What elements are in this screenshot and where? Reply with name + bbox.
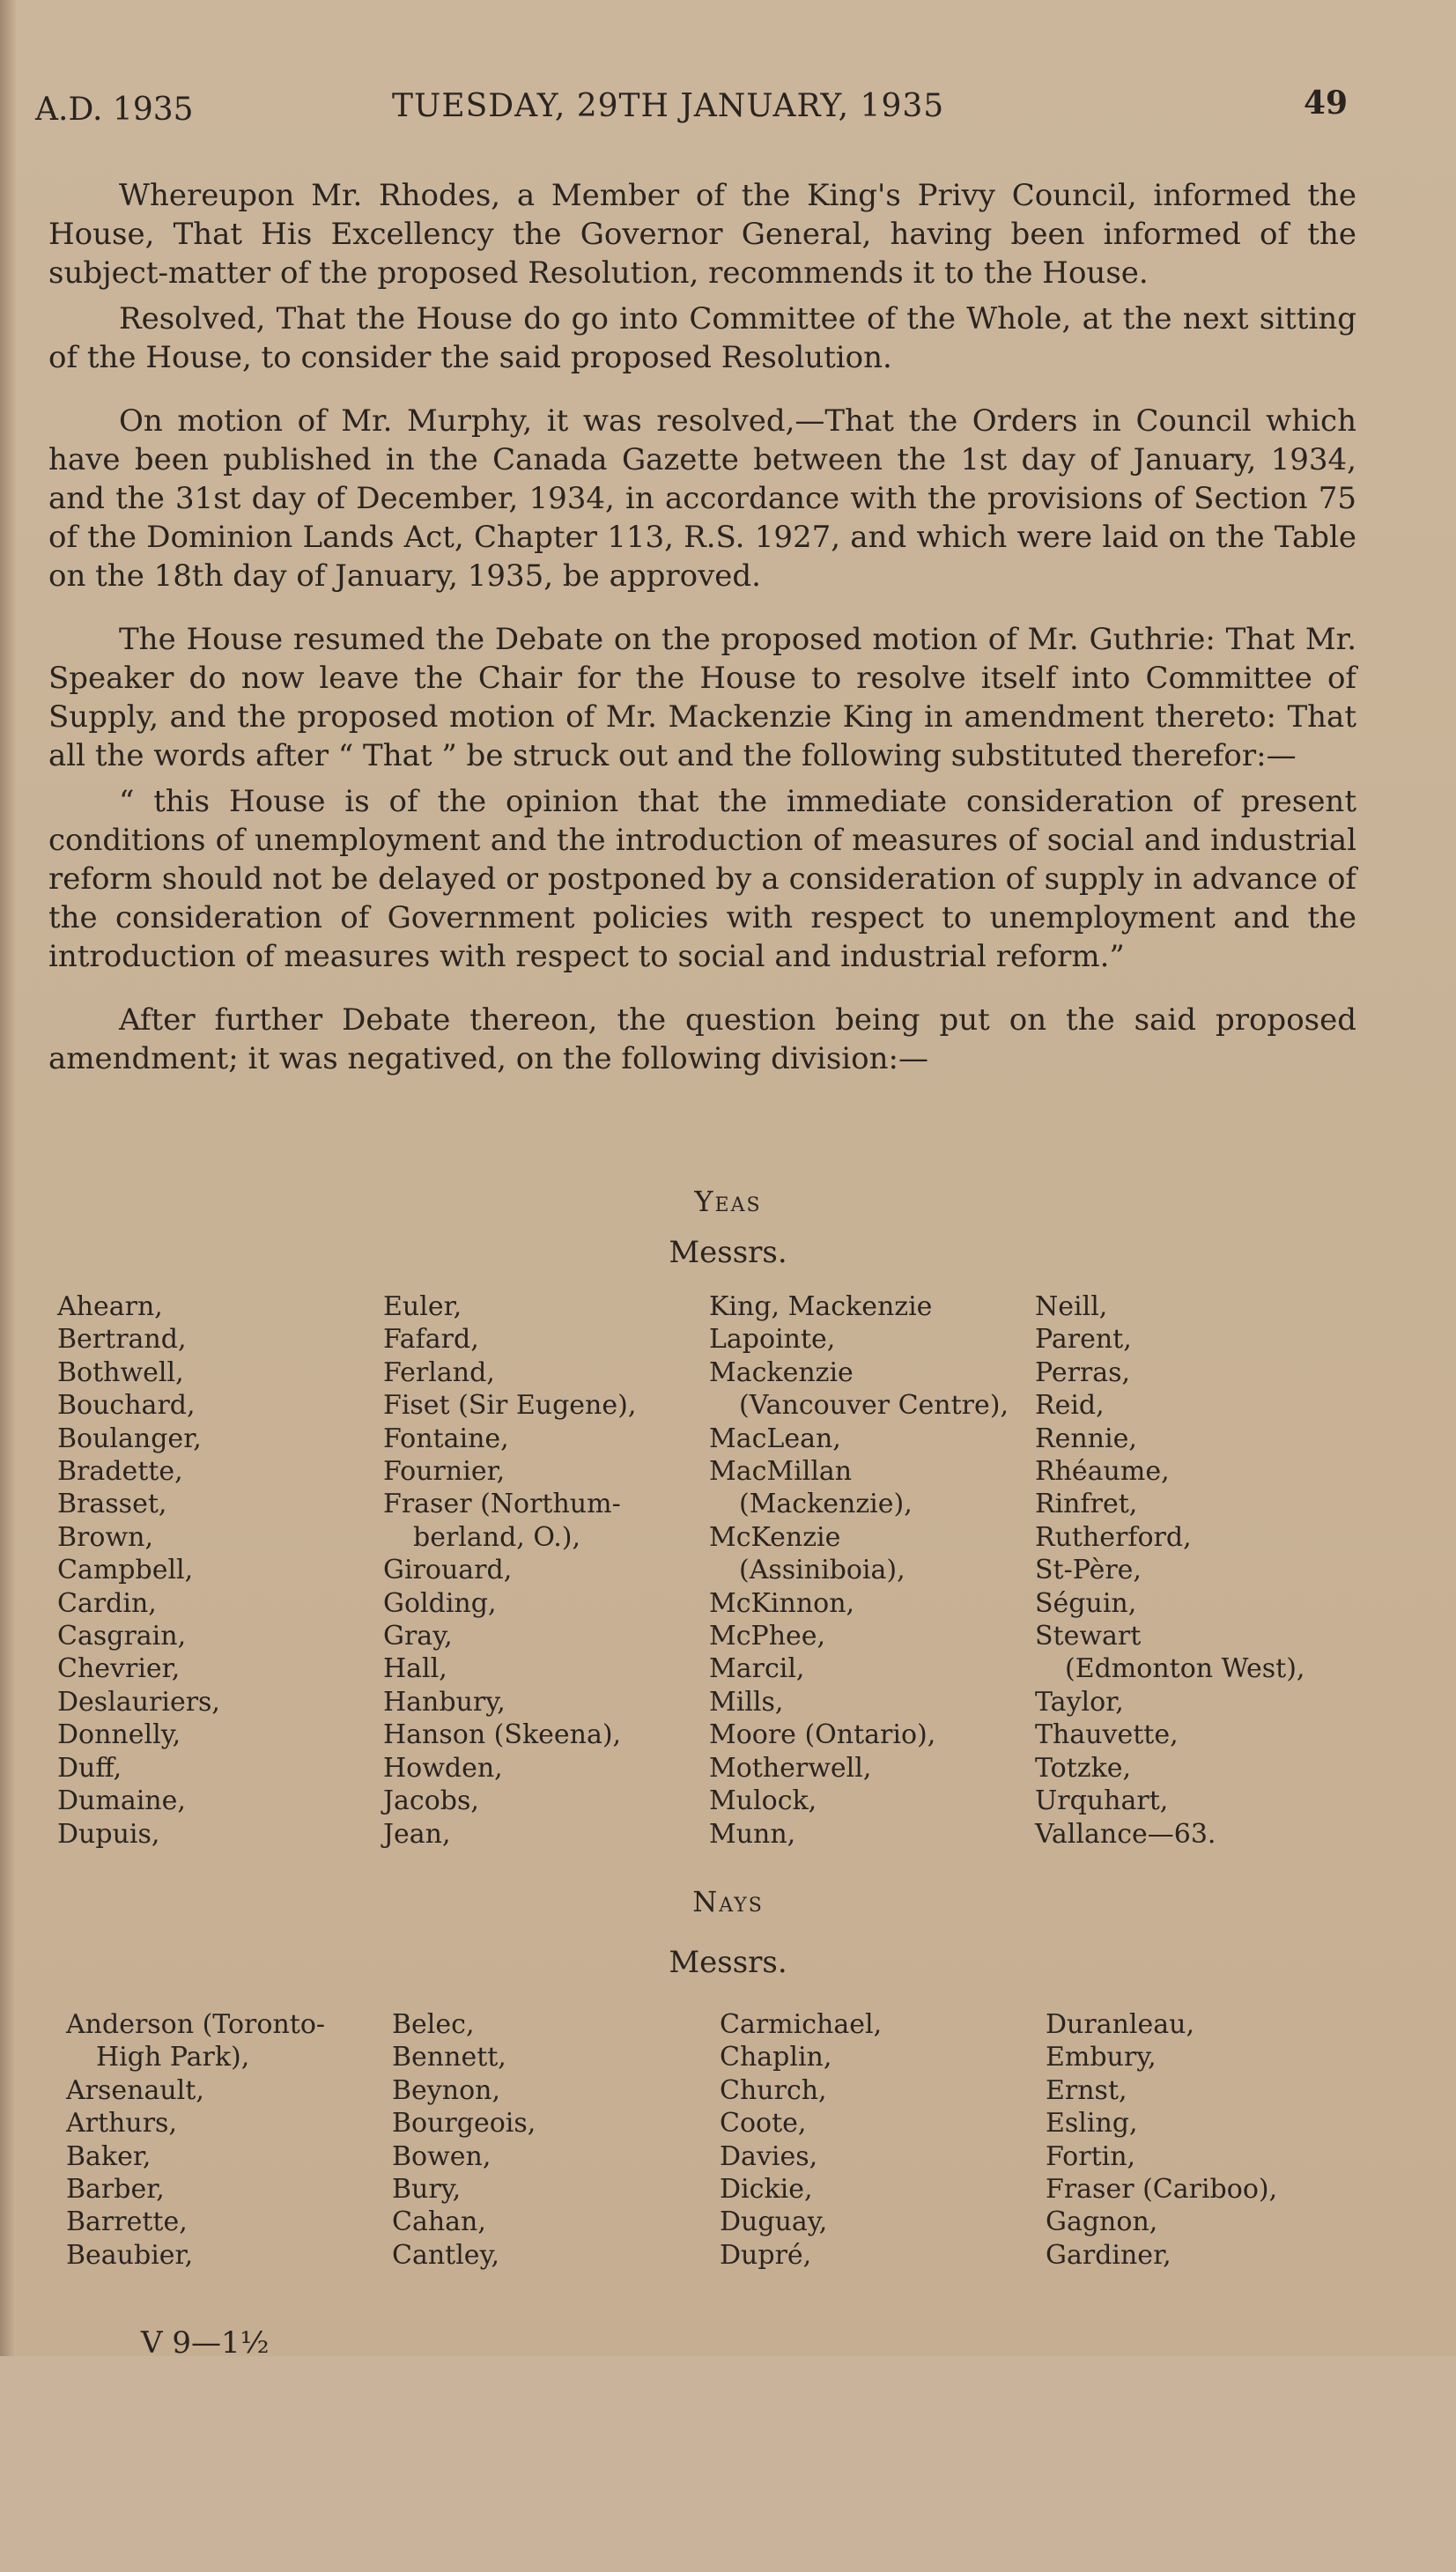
- member-name: Davies,: [720, 2140, 818, 2172]
- member-name: (Edmonton West),: [1065, 1653, 1305, 1685]
- member-name: Fafard,: [383, 1324, 479, 1356]
- member-name: Girouard,: [383, 1555, 513, 1586]
- member-name: McKenzie: [709, 1521, 841, 1553]
- member-name: Ferland,: [383, 1356, 495, 1388]
- signature-mark: V 9—1½: [141, 2325, 270, 2361]
- yeas-column-1: [57, 1290, 383, 1851]
- member-name: Cantley,: [392, 2239, 500, 2271]
- member-name: Dickie,: [720, 2174, 813, 2206]
- member-name: Fraser (Northum-: [383, 1489, 621, 1520]
- member-name: Parent,: [1035, 1324, 1132, 1356]
- member-name: Brown,: [57, 1521, 153, 1553]
- member-name: berland, O.),: [413, 1521, 580, 1553]
- member-name: (Assiniboia),: [739, 1555, 905, 1586]
- member-name: MacMillan: [709, 1456, 853, 1488]
- member-name: Duranleau,: [1046, 2009, 1195, 2040]
- yeas-column-2: [383, 1290, 709, 1851]
- member-name: Marcil,: [709, 1653, 805, 1685]
- member-name: (Mackenzie),: [739, 1489, 913, 1520]
- member-name: Bertrand,: [57, 1324, 187, 1356]
- paragraph-amendment-quote: “ this House is of the opinion that the immediate consideration of present conditions of unemployment and the introduction of measures of social and industrial reform should not be delayed or postponed by a consideration of supply in advance of the consideration of Government policies with respect to unemployment and the introduction of measures with respect to social and industrial reform.”: [48, 784, 1356, 974]
- member-name: Golding,: [383, 1587, 497, 1619]
- member-name: Belec,: [392, 2009, 475, 2040]
- member-name: Hall,: [383, 1653, 447, 1685]
- member-name: Campbell,: [57, 1555, 194, 1586]
- paragraph-division: After further Debate thereon, the question being put on the said proposed amendment; it was negatived, on the following division:—: [48, 1002, 1356, 1076]
- member-name: Bothwell,: [57, 1356, 184, 1388]
- member-name: Ahearn,: [57, 1291, 163, 1322]
- member-name: Bennett,: [392, 2042, 506, 2073]
- member-name: (Vancouver Centre),: [739, 1390, 1009, 1422]
- member-name: Hanson (Skeena),: [383, 1719, 622, 1751]
- yeas-messrs: Messrs.: [669, 1235, 787, 1270]
- member-name: Rhéaume,: [1035, 1456, 1170, 1488]
- paragraph-debate: The House resumed the Debate on the proposed motion of Mr. Guthrie: That Mr. Speaker do now leave the Chair for the House to resolve itself into Committee of Supply, and the proposed motion of Mr. Mackenzie King in amendment thereto: That all the words after “ That ” be struck out and the following substituted therefor:—: [48, 622, 1356, 773]
- member-name: St-Père,: [1035, 1555, 1142, 1586]
- member-name: Fiset (Sir Eugene),: [383, 1390, 637, 1422]
- nays-messrs: Messrs.: [669, 1945, 787, 1980]
- member-name: Hanbury,: [383, 1686, 506, 1718]
- member-name: Thauvette,: [1035, 1719, 1179, 1751]
- member-name: Howden,: [383, 1752, 503, 1784]
- member-name: Taylor,: [1035, 1686, 1124, 1718]
- member-name: Boulanger,: [57, 1423, 202, 1454]
- member-name: Arthurs,: [66, 2108, 177, 2140]
- member-name: Fournier,: [383, 1456, 506, 1488]
- member-name: Chevrier,: [57, 1653, 181, 1685]
- paragraph-resolved: Resolved, That the House do go into Committee of the Whole, at the next sitting of the House, to consider the said proposed Resolution.: [48, 301, 1356, 375]
- member-name: Totzke,: [1035, 1752, 1132, 1784]
- member-name: Rennie,: [1035, 1423, 1137, 1454]
- member-name: Mackenzie: [709, 1356, 854, 1388]
- member-name: Rutherford,: [1035, 1521, 1192, 1553]
- member-name: Cahan,: [392, 2206, 486, 2238]
- header-date: TUESDAY, 29TH JANUARY, 1935: [392, 88, 945, 124]
- page-edge-shadow: [0, 0, 16, 2356]
- member-name: Séguin,: [1035, 1587, 1137, 1619]
- member-name: Baker,: [66, 2140, 152, 2172]
- page-header: [35, 85, 1349, 129]
- member-name: Deslauriers,: [57, 1686, 220, 1718]
- member-name: Gagnon,: [1046, 2206, 1158, 2238]
- member-name: Cardin,: [57, 1587, 157, 1619]
- member-name: Bradette,: [57, 1456, 183, 1488]
- member-name: Gardiner,: [1046, 2239, 1171, 2271]
- member-name: Dupuis,: [57, 1818, 160, 1850]
- member-name: Urquhart,: [1035, 1785, 1169, 1817]
- member-name: Anderson (Toronto-: [66, 2009, 326, 2040]
- member-name: McKinnon,: [709, 1587, 855, 1619]
- member-name: Euler,: [383, 1291, 462, 1322]
- member-name: Barber,: [66, 2174, 165, 2206]
- member-name: Arsenault,: [66, 2074, 204, 2106]
- member-name: Mills,: [709, 1686, 784, 1718]
- member-name: Jacobs,: [383, 1785, 479, 1817]
- member-name: Gray,: [383, 1621, 453, 1652]
- yeas-column-4: [1035, 1290, 1361, 1851]
- member-name: Jean,: [383, 1818, 451, 1850]
- member-name: Bury,: [392, 2174, 462, 2206]
- member-name: Moore (Ontario),: [709, 1719, 936, 1751]
- yeas-list: [57, 1290, 1361, 1854]
- member-name: Esling,: [1046, 2108, 1138, 2140]
- paragraph-rhodes: Whereupon Mr. Rhodes, a Member of the King's Privy Council, informed the House, That His Excellency the Governor General, having been informed of the subject-matter of the proposed Resolution, recommends it to the House.: [48, 178, 1356, 291]
- member-name: Beynon,: [392, 2074, 500, 2106]
- member-name: Bouchard,: [57, 1390, 196, 1422]
- member-name: Munn,: [709, 1818, 796, 1850]
- member-name: Stewart: [1035, 1621, 1142, 1652]
- member-name: MacLean,: [709, 1423, 841, 1454]
- member-name: Bowen,: [392, 2140, 491, 2172]
- page-body: [48, 176, 1356, 1103]
- member-name: Dumaine,: [57, 1785, 186, 1817]
- member-name: Carmichael,: [720, 2009, 883, 2040]
- member-name: Dupré,: [720, 2239, 812, 2271]
- member-name: Casgrain,: [57, 1621, 187, 1652]
- member-name: Neill,: [1035, 1291, 1108, 1322]
- member-name: Fraser (Cariboo),: [1046, 2174, 1278, 2206]
- member-name: Brasset,: [57, 1489, 167, 1520]
- header-year: A.D. 1935: [35, 92, 194, 128]
- yeas-heading: Yeas: [694, 1185, 762, 1218]
- member-name: Ernst,: [1046, 2074, 1127, 2106]
- member-name: Fortin,: [1046, 2140, 1136, 2172]
- member-name: Bourgeois,: [392, 2108, 536, 2140]
- member-name: Reid,: [1035, 1390, 1105, 1422]
- member-name: Donnelly,: [57, 1719, 181, 1751]
- member-name: Beaubier,: [66, 2239, 194, 2271]
- nays-heading: Nays: [692, 1885, 764, 1918]
- member-name: High Park),: [96, 2042, 250, 2073]
- member-name: Fontaine,: [383, 1423, 509, 1454]
- paragraph-murphy-motion: On motion of Mr. Murphy, it was resolved,—That the Orders in Council which have been published in the Canada Gazette between the 1st day of January, 1934, and the 31st day of December, 1934, in accordance with the provisions of Section 75 of the Dominion Lands Act, Chapter 113, R.S. 1927, and which were laid on the Table on the 18th day of January, 1935, be approved.: [48, 403, 1356, 594]
- member-name: Mulock,: [709, 1785, 817, 1817]
- member-name: Embury,: [1046, 2042, 1157, 2073]
- member-name: Motherwell,: [709, 1752, 872, 1784]
- nays-column-3: [720, 2008, 1046, 2272]
- member-name: Duguay,: [720, 2206, 828, 2238]
- nays-column-4: [1046, 2008, 1371, 2272]
- nays-column-1: [66, 2008, 392, 2272]
- nays-column-2: [392, 2008, 718, 2272]
- member-name: Duff,: [57, 1752, 122, 1784]
- member-name: Lapointe,: [709, 1324, 836, 1356]
- page-number: 49: [1304, 85, 1349, 122]
- member-name: Church,: [720, 2074, 827, 2106]
- yeas-column-3: [709, 1290, 1035, 1851]
- member-name: Barrette,: [66, 2206, 188, 2238]
- member-name: Chaplin,: [720, 2042, 832, 2073]
- member-name: Coote,: [720, 2108, 807, 2140]
- member-name: McPhee,: [709, 1621, 826, 1652]
- nays-list: [57, 2008, 1361, 2572]
- member-name: Perras,: [1035, 1356, 1131, 1388]
- member-name: King, Mackenzie: [709, 1291, 933, 1322]
- member-name: Rinfret,: [1035, 1489, 1138, 1520]
- member-name: Vallance—63.: [1035, 1818, 1216, 1850]
